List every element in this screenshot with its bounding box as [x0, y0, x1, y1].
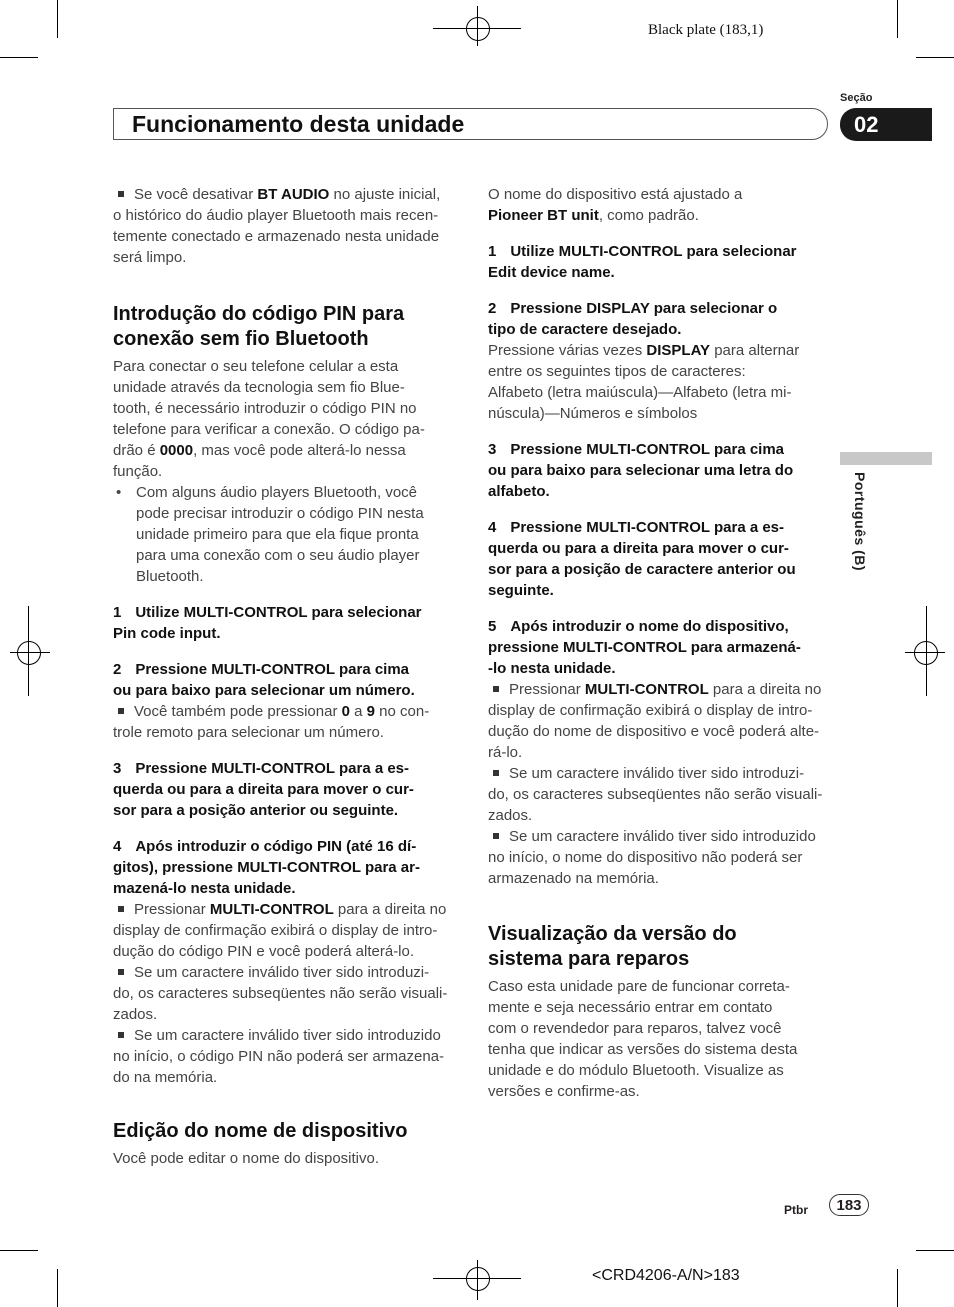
- body-line: O nome do dispositivo está ajustado a: [488, 186, 743, 203]
- step-line: mazená-lo nesta unidade.: [113, 880, 296, 897]
- step-3: 3 Pressione MULTI-CONTROL para a es-: [113, 760, 410, 777]
- crop-mark: [897, 1269, 898, 1307]
- note-line: dução do código PIN e você poderá alterá-lo.: [113, 943, 415, 960]
- step-4: 4 Após introduzir o código PIN (até 16 dí-: [113, 838, 417, 855]
- registration-circle: [466, 17, 490, 41]
- note-line: trole remoto para selecionar um número.: [113, 724, 384, 741]
- footer-code: <CRD4206-A/N>183: [592, 1267, 740, 1284]
- crop-mark: [57, 1269, 58, 1307]
- note-invalid-start: Se um caractere inválido tiver sido introduzido: [488, 826, 833, 847]
- header-title-bar: [113, 108, 828, 140]
- bullet-line: Com alguns áudio players Bluetooth, você: [136, 484, 418, 501]
- step-4: 4 Pressione MULTI-CONTROL para a es-: [488, 519, 785, 536]
- body-line: unidade através da tecnologia sem fio Blue-: [113, 379, 405, 396]
- note-confirm: Pressionar MULTI-CONTROL para a direita no: [488, 679, 833, 700]
- bullet-dot: •: [116, 484, 122, 501]
- note-line: zados.: [113, 1006, 158, 1023]
- body-line: Você pode editar o nome do dispositivo.: [113, 1150, 380, 1167]
- note-line: rá-lo.: [488, 744, 523, 761]
- body-line: Pioneer BT unit, como padrão.: [488, 207, 699, 224]
- crop-mark: [916, 1250, 954, 1251]
- step-line: Pin code input.: [113, 625, 221, 642]
- step-line: ou para baixo para selecionar um número.: [113, 682, 415, 699]
- language-code: Ptbr: [784, 1203, 808, 1217]
- header-title: Funcionamento desta unidade: [132, 110, 465, 137]
- square-bullet-icon: [118, 191, 124, 197]
- note-remote: Você também pode pressionar 0 a 9 no con-: [113, 701, 458, 722]
- square-bullet-icon: [493, 686, 499, 692]
- page-number: 183: [829, 1194, 869, 1216]
- language-tab-bar: [840, 452, 932, 465]
- body-line: drão é 0000, mas você pode alterá-lo nessa: [113, 442, 406, 459]
- square-bullet-icon: [118, 708, 124, 714]
- note-line: display de confirmação exibirá o display de intro-: [113, 922, 438, 939]
- body-line: tenha que indicar as versões do sistema desta: [488, 1041, 798, 1058]
- heading-edit-name: Edição do nome de dispositivo: [113, 1120, 408, 1142]
- section-number-badge: 02: [840, 108, 932, 141]
- note-invalid: Se um caractere inválido tiver sido introduzi-: [488, 763, 833, 784]
- crop-mark: [57, 0, 58, 38]
- step-2: 2 Pressione DISPLAY para selecionar o: [488, 300, 778, 317]
- note-line: do, os caracteres subseqüentes não serão visuali-: [488, 786, 823, 803]
- body-line: mente e seja necessário entrar em contato: [488, 999, 773, 1016]
- note-line: no início, o código PIN não poderá ser armazena-: [113, 1048, 445, 1065]
- note-line: zados.: [488, 807, 533, 824]
- right-column: [488, 184, 833, 1102]
- step-line: pressione MULTI-CONTROL para armazená-: [488, 639, 801, 656]
- section-label: Seção: [840, 92, 873, 104]
- note-line: do na memória.: [113, 1069, 218, 1086]
- step-3: 3 Pressione MULTI-CONTROL para cima: [488, 441, 785, 458]
- step-line: seguinte.: [488, 582, 554, 599]
- step-line: tipo de caractere desejado.: [488, 321, 682, 338]
- heading-pin: Introdução do código PIN para: [113, 303, 405, 325]
- body-line: Pressione várias vezes DISPLAY para alternar: [488, 342, 800, 359]
- square-bullet-icon: [118, 906, 124, 912]
- crop-mark: [0, 57, 38, 58]
- note-line: dução do nome de dispositivo e você poderá alte-: [488, 723, 820, 740]
- note-line: do, os caracteres subseqüentes não serão visuali-: [113, 985, 448, 1002]
- bullet-line: pode precisar introduzir o código PIN nesta: [136, 505, 424, 522]
- crop-mark: [916, 57, 954, 58]
- note-bt-audio: Se você desativar BT AUDIO no ajuste inicial,: [113, 184, 458, 205]
- note-confirm: Pressionar MULTI-CONTROL para a direita no: [113, 899, 458, 920]
- crop-mark: [897, 0, 898, 38]
- step-1: 1 Utilize MULTI-CONTROL para selecionar: [488, 243, 797, 260]
- step-5: 5 Após introduzir o nome do dispositivo,: [488, 618, 789, 635]
- body-line: função.: [113, 463, 163, 480]
- body-line: telefone para verificar a conexão. O código pa-: [113, 421, 425, 438]
- note-line: no início, o nome do dispositivo não poderá ser: [488, 849, 803, 866]
- body-line: Alfabeto (letra maiúscula)—Alfabeto (letra mi-: [488, 384, 792, 401]
- note-line: temente conectado e armazenado nesta unidade: [113, 228, 440, 245]
- bullet-line: para uma conexão com o seu áudio player: [136, 547, 420, 564]
- step-line: alfabeto.: [488, 483, 550, 500]
- note-line: o histórico do áudio player Bluetooth mais recen-: [113, 207, 439, 224]
- square-bullet-icon: [118, 969, 124, 975]
- step-2: 2 Pressione MULTI-CONTROL para cima: [113, 661, 410, 678]
- step-line: sor para a posição de caractere anterior ou: [488, 561, 796, 578]
- bullet-line: Bluetooth.: [136, 568, 204, 585]
- body-line: com o revendedor para reparos, talvez você: [488, 1020, 782, 1037]
- heading-version: sistema para reparos: [488, 948, 690, 970]
- square-bullet-icon: [493, 833, 499, 839]
- body-line: Para conectar o seu telefone celular a esta: [113, 358, 399, 375]
- step-1: 1 Utilize MULTI-CONTROL para selecionar: [113, 604, 422, 621]
- bullet-line: unidade primeiro para que ela fique pronta: [136, 526, 419, 543]
- note-line: display de confirmação exibirá o display de intro-: [488, 702, 813, 719]
- note-line: será limpo.: [113, 249, 187, 266]
- crop-mark: [0, 1250, 38, 1251]
- language-tab-label: Português (B): [852, 472, 868, 572]
- step-line: ou para baixo para selecionar uma letra do: [488, 462, 794, 479]
- registration-circle: [17, 641, 41, 665]
- step-line: querda ou para a direita para mover o cur-: [113, 781, 414, 798]
- body-line: núscula)—Números e símbolos: [488, 405, 698, 422]
- square-bullet-icon: [118, 1032, 124, 1038]
- heading-version: Visualização da versão do: [488, 923, 737, 945]
- note-line: armazenado na memória.: [488, 870, 659, 887]
- note-invalid: Se um caractere inválido tiver sido introduzi-: [113, 962, 458, 983]
- step-line: gitos), pressione MULTI-CONTROL para ar-: [113, 859, 420, 876]
- plate-label: Black plate (183,1): [648, 22, 764, 38]
- step-line: querda ou para a direita para mover o cur-: [488, 540, 789, 557]
- step-line: Edit device name.: [488, 264, 615, 281]
- step-line: -lo nesta unidade.: [488, 660, 616, 677]
- registration-circle: [914, 641, 938, 665]
- body-line: entre os seguintes tipos de caracteres:: [488, 363, 746, 380]
- body-line: tooth, é necessário introduzir o código PIN no: [113, 400, 417, 417]
- square-bullet-icon: [493, 770, 499, 776]
- registration-circle: [466, 1267, 490, 1291]
- step-line: sor para a posição anterior ou seguinte.: [113, 802, 399, 819]
- body-line: unidade e do módulo Bluetooth. Visualize as: [488, 1062, 784, 1079]
- heading-pin: conexão sem fio Bluetooth: [113, 328, 369, 350]
- note-invalid-start: Se um caractere inválido tiver sido introduzido: [113, 1025, 458, 1046]
- left-column: [113, 184, 458, 1169]
- body-line: Caso esta unidade pare de funcionar correta-: [488, 978, 790, 995]
- body-line: versões e confirme-as.: [488, 1083, 640, 1100]
- bullet-item: [113, 482, 458, 587]
